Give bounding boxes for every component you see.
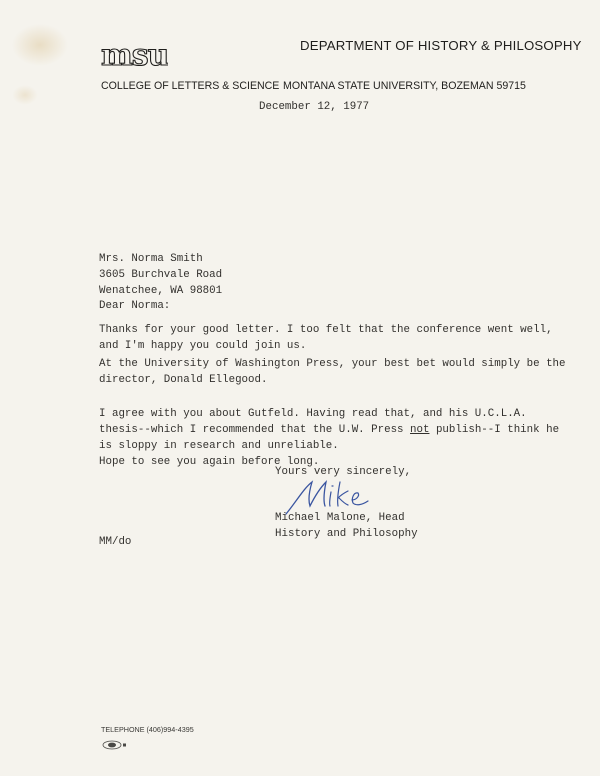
union-label-icon <box>101 740 133 750</box>
letter-date: December 12, 1977 <box>259 101 370 113</box>
msu-logo <box>100 38 168 72</box>
paragraph-3-line-2-end: publish--I think he <box>429 424 560 436</box>
paragraph-1-line-2: and I'm happy you could join us. <box>99 340 307 352</box>
paragraph-3-line-1: I agree with you about Gutfeld. Having read that, and his U.C.L.A. <box>99 408 527 420</box>
paragraph-3-line-2 <box>99 422 559 438</box>
reference-initials: MM/do <box>99 536 132 548</box>
svg-text:msu: msu <box>101 38 168 72</box>
underlined-not: not <box>410 424 430 436</box>
signer-title: History and Philosophy <box>275 528 418 540</box>
college-name: COLLEGE OF LETTERS & SCIENCE <box>101 80 280 92</box>
paragraph-2 <box>99 356 566 388</box>
recipient-city: Wenatchee, WA 98801 <box>99 285 223 297</box>
closing: Yours very sincerely, <box>275 466 412 478</box>
paragraph-1 <box>99 322 553 354</box>
recipient-address <box>99 251 222 299</box>
university-address: MONTANA STATE UNIVERSITY, BOZEMAN 59715 <box>283 80 526 92</box>
salutation: Dear Norma: <box>99 300 171 312</box>
paragraph-2-line-1: At the University of Washington Press, your best bet would simply be the <box>99 358 566 370</box>
paragraph-2-line-2: director, Donald Ellegood. <box>99 374 268 386</box>
recipient-street: 3605 Burchvale Road <box>99 269 223 281</box>
paragraph-3-line-3: is sloppy in research and unreliable. <box>99 440 339 452</box>
paragraph-3 <box>99 406 559 454</box>
paragraph-1-line-1: Thanks for your good letter. I too felt that the conference went well, <box>99 324 553 336</box>
paragraph-3-line-2-start: thesis--which I recommended that the U.W. Press <box>99 424 411 436</box>
signer-block <box>275 510 418 542</box>
department-name: DEPARTMENT OF HISTORY & PHILOSOPHY <box>300 38 582 53</box>
paragraph-4: Hope to see you again before long. <box>99 456 320 468</box>
telephone-number: TELEPHONE (406)994-4395 <box>101 725 194 734</box>
recipient-name: Mrs. Norma Smith <box>99 253 203 265</box>
signer-name: Michael Malone, Head <box>275 512 405 524</box>
